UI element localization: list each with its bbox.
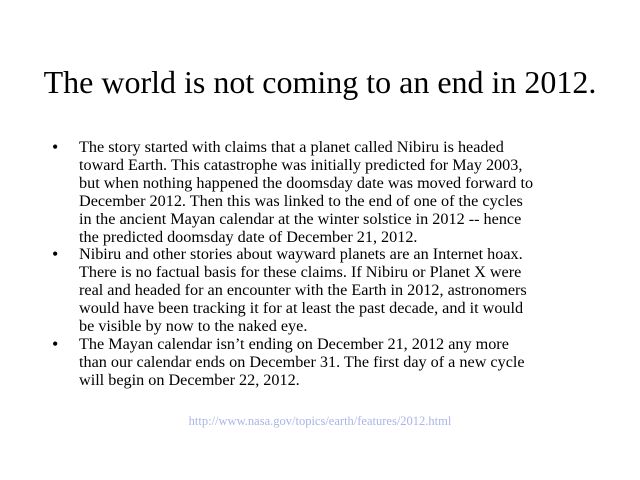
bullet-text-line: toward Earth. This catastrophe was initially predicted for May 2003, [79, 155, 523, 174]
bullet-text-line: December 2012. Then this was linked to the end of one of the cycles [79, 191, 523, 210]
bullet-text-line: The story started with claims that a planet called Nibiru is headed [79, 138, 504, 156]
bullet-text-line: will begin on December 22, 2012. [79, 370, 300, 389]
bullet-text-line: than our calendar ends on December 31. The first day of a new cycle [79, 352, 525, 371]
slide-title: The world is not coming to an end in 2012. [43, 64, 597, 100]
bullet-dot: • [52, 333, 59, 354]
bullet-text-line: the predicted doomsday date of December 21, 2012. [79, 227, 418, 246]
bullet-text-line: be visible by now to the naked eye. [79, 317, 308, 336]
bullet-text-line: Nibiru and other stories about wayward planets are an Internet hoax. [79, 245, 523, 264]
bullet-text-line: but when nothing happened the doomsday date was moved forward to [79, 173, 534, 192]
bullet-text-line: in the ancient Mayan calendar at the winter solstice in 2012 -- hence [79, 209, 522, 228]
bullet-item-2 [52, 246, 592, 336]
bullet-dot: • [52, 244, 59, 265]
bullet-item-3 [52, 333, 592, 390]
bullet-text-line: real and headed for an encounter with the Earth in 2012, astronomers [79, 281, 527, 300]
bullet-item-1 [52, 139, 592, 246]
bullet-text-line: The Mayan calendar isn’t ending on December 21, 2012 any more [79, 334, 509, 353]
bullet-list [52, 139, 592, 390]
source-link[interactable]: http://www.nasa.gov/topics/earth/features/2012.html [188, 414, 452, 428]
bullet-text-line: would have been tracking it for at least the past decade, and it would [79, 299, 524, 318]
bullet-text-line: There is no factual basis for these claims. If Nibiru or Planet X were [79, 263, 522, 282]
bullet-dot: • [52, 137, 59, 157]
